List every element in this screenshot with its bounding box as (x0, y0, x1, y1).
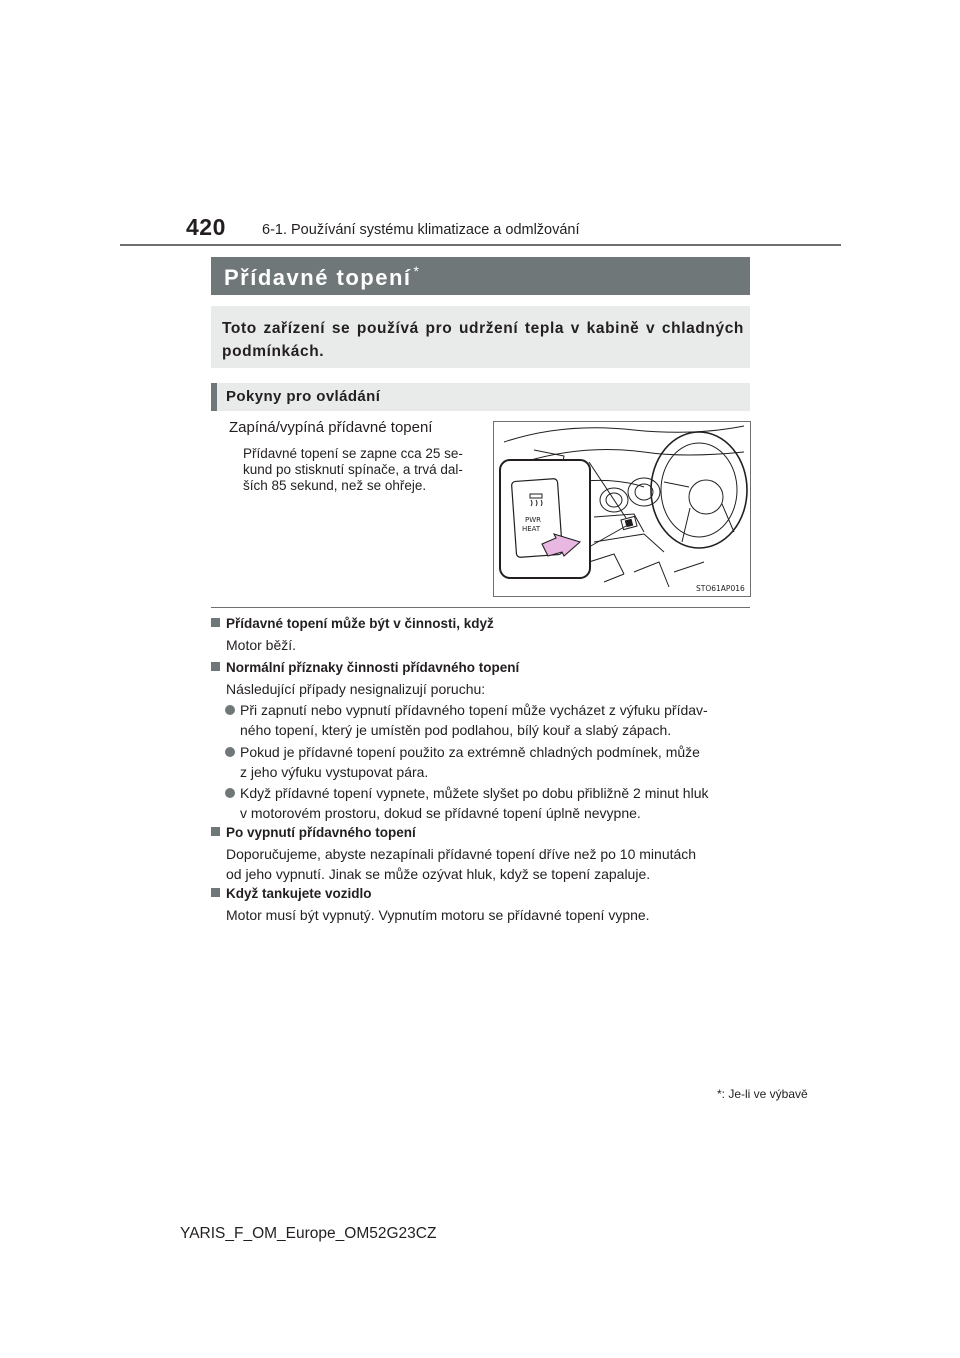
description-line: kund po stisknutí spínače, a trvá dal- (243, 462, 463, 477)
note-heading-text: Po vypnutí přídavného topení (226, 825, 416, 840)
note-heading (211, 886, 372, 901)
section-title: 6-1. Používání systému klimatizace a odmlžování (262, 222, 580, 238)
note-text: Motor musí být vypnutý. Vypnutím motoru se přídavné topení vypne. (226, 907, 650, 923)
section-divider (211, 607, 750, 608)
note-text (226, 844, 750, 884)
operation-description (243, 446, 490, 494)
bullet-line: z jeho výfuku vystupovat pára. (240, 764, 429, 780)
dashboard-drawing (494, 422, 750, 596)
footnote-text: : Je-li ve výbavě (721, 1087, 808, 1101)
bullet-item (240, 783, 750, 823)
bullet-line: Pokud je přídavné topení použito za extrémně chladných podmínek, může (240, 744, 700, 760)
round-bullet-icon (225, 788, 235, 798)
footnote-marker: * (717, 1087, 722, 1101)
bullet-line: v motorovém prostoru, dokud se přídavné topení úplně nevypne. (240, 805, 641, 821)
description-line: Přídavné topení se zapne cca 25 se- (243, 446, 463, 461)
bullet-item (240, 742, 750, 782)
note-heading-text: Když tankujete vozidlo (226, 886, 372, 901)
page-title (224, 263, 421, 291)
bullet-item (240, 700, 750, 740)
illustration-code: STO61AP016 (696, 584, 745, 593)
operation-label: Zapíná/vypíná přídavné topení (229, 419, 433, 436)
note-line: Doporučujeme, abyste nezapínali přídavné topení dříve než po 10 minutách (226, 846, 697, 862)
footnote (717, 1087, 808, 1101)
bullet-line: Při zapnutí nebo vypnutí přídavného topení může vycházet z výfuku přídav- (240, 702, 708, 718)
round-bullet-icon (225, 705, 235, 715)
intro-box (211, 306, 750, 368)
round-bullet-icon (225, 747, 235, 757)
description-line: ších 85 sekund, než se ohřeje. (243, 478, 427, 493)
bullet-line: Když přídavné topení vypnete, můžete slyšet po dobu přibližně 2 minut hluk (240, 785, 709, 801)
note-heading-text: Přídavné topení může být v činnosti, když (226, 616, 494, 631)
button-label-heat: HEAT (522, 525, 541, 533)
intro-text: Toto zařízení se používá pro udržení tepla v kabině v chladných podmínkách. (222, 320, 744, 360)
page-number: 420 (186, 214, 226, 240)
document-code: YARIS_F_OM_Europe_OM52G23CZ (180, 1225, 437, 1242)
button-label-pwr: PWR (525, 516, 542, 524)
dashboard-illustration (493, 421, 751, 597)
note-text: Následující případy nesignalizují poruchu: (226, 681, 486, 697)
note-heading (211, 616, 494, 631)
note-heading-text: Normální příznaky činnosti přídavného topení (226, 660, 520, 675)
optional-marker: * (413, 263, 421, 279)
square-bullet-icon (211, 888, 220, 897)
note-text: Motor běží. (226, 637, 297, 653)
bullet-line: ného topení, který je umístěn pod podlahou, bílý kouř a slabý zápach. (240, 722, 672, 738)
square-bullet-icon (211, 618, 220, 627)
heading-accent (211, 383, 217, 411)
note-heading (211, 825, 416, 840)
operations-heading-bar (211, 383, 750, 411)
header-divider (120, 244, 841, 246)
note-line: od jeho vypnutí. Jinak se může ozývat hluk, když se topení zapaluje. (226, 866, 651, 882)
operations-heading: Pokyny pro ovládání (226, 388, 381, 405)
square-bullet-icon (211, 827, 220, 836)
page-title-text: Přídavné topení (224, 265, 412, 290)
note-heading (211, 660, 519, 675)
title-bar (211, 257, 750, 295)
square-bullet-icon (211, 662, 220, 671)
